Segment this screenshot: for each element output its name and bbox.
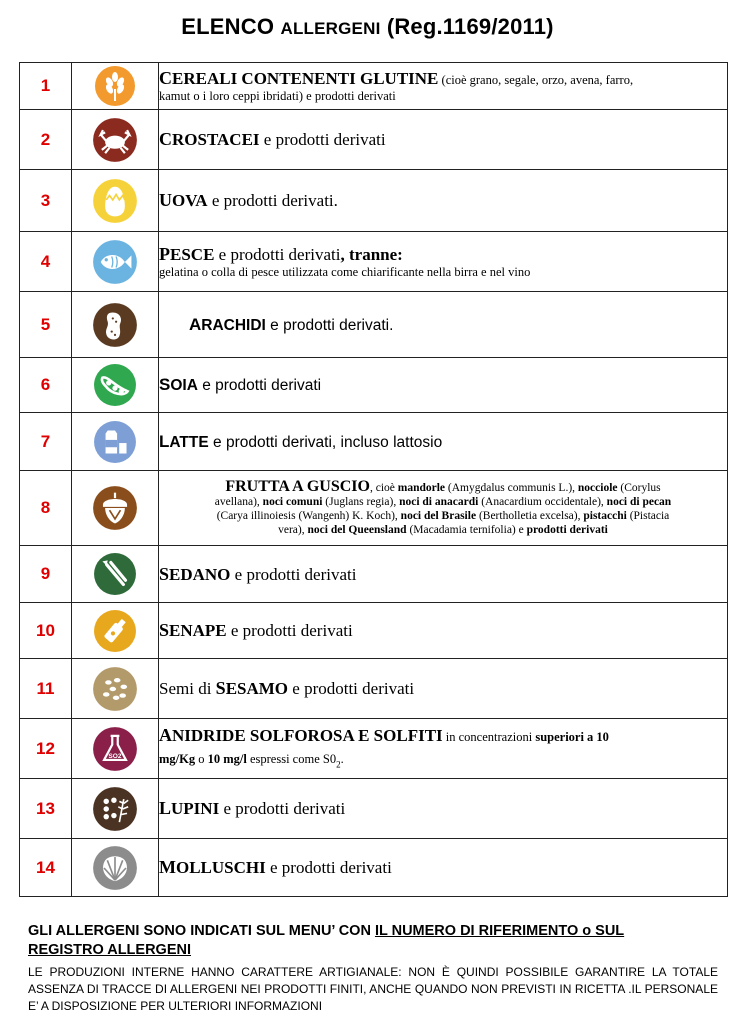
allergen-description: SENAPE e prodotti derivati	[159, 603, 728, 659]
allergen-description: Semi di SESAMO e prodotti derivati	[159, 659, 728, 719]
allergen-number: 1	[20, 63, 72, 110]
allergen-number: 5	[20, 292, 72, 358]
allergen-description: SEDANO e prodotti derivati	[159, 546, 728, 603]
table-row	[20, 471, 728, 546]
footer-heading: GLI ALLERGENI SONO INDICATI SUL MENU’ CON IL NUMERO DI RIFERIMENTO o SUL REGISTRO ALLERGENI	[28, 923, 625, 958]
allergen-number: 13	[20, 779, 72, 839]
allergen-number: 10	[20, 603, 72, 659]
allergen-number: 6	[20, 358, 72, 413]
allergen-number: 8	[20, 471, 72, 546]
allergen-number: 3	[20, 170, 72, 232]
soy-icon	[72, 358, 159, 413]
allergen-description: SOIA e prodotti derivati	[159, 358, 728, 413]
nut-icon	[72, 471, 159, 546]
egg-icon	[72, 170, 159, 232]
table-row	[20, 546, 728, 603]
table-row	[20, 170, 728, 232]
allergen-number: 2	[20, 110, 72, 170]
wheat-icon	[72, 63, 159, 110]
milk-icon	[72, 413, 159, 471]
allergen-description: ANIDRIDE SOLFOROSA E SOLFITI in concentrazioni superiori a 10 mg/Kg o 10 mg/l espressi come $S0_2$.	[159, 719, 728, 779]
allergen-number: 11	[20, 659, 72, 719]
sesame-icon	[72, 659, 159, 719]
allergen-description: CEREALI CONTENENTI GLUTINE (cioè grano, segale, orzo, avena, farro, kamut o i loro ceppi ibridati) e prodotti derivati	[159, 63, 728, 110]
allergen-description: PESCE e prodotti derivati, tranne: gelatina o colla di pesce utilizzata come chiarificante nella birra e nel vino	[159, 232, 728, 292]
allergen-description: LUPINI e prodotti derivati	[159, 779, 728, 839]
table-row	[20, 110, 728, 170]
table-row	[20, 719, 728, 779]
sulphite-icon	[72, 719, 159, 779]
allergen-number: 14	[20, 839, 72, 897]
peanut-icon	[72, 292, 159, 358]
allergen-description: CROSTACEI e prodotti derivati	[159, 110, 728, 170]
table-row	[20, 413, 728, 471]
table-row	[20, 358, 728, 413]
table-row	[20, 603, 728, 659]
table-row	[20, 659, 728, 719]
table-row	[20, 232, 728, 292]
allergen-table	[19, 62, 728, 897]
allergen-number: 9	[20, 546, 72, 603]
footer-disclaimer: LE PRODUZIONI INTERNE HANNO CARATTERE ARTIGIANALE: NON È QUINDI POSSIBILE GARANTIRE LA TOTALE ASSENZA DI TRACCE DI ALLERGENI NEI PRODOTTI FINITI, ANCHE QUANDO NON PREVISTI IN RICETTA .IL PERSONALE E’ A DISPOSIZIONE PER ULTERIORI INFORMAZIONI	[28, 965, 718, 1013]
table-row	[20, 839, 728, 897]
allergen-description: LATTE e prodotti derivati, incluso lattosio	[159, 413, 728, 471]
allergen-description: MOLLUSCHI e prodotti derivati	[159, 839, 728, 897]
celery-icon	[72, 546, 159, 603]
crab-icon	[72, 110, 159, 170]
table-row	[20, 63, 728, 110]
svg-text:SO2: SO2	[108, 752, 122, 760]
allergen-description: ARACHIDI e prodotti derivati.	[159, 292, 728, 358]
allergen-description: FRUTTA A GUSCIO, cioè mandorle (Amygdalus communis L.), nocciole (Corylus avellana), noci comuni (Juglans regia), noci di anacardi (Anacardium occidentale), noci di pecan (Carya illinoiesis (Wangenh) K. Koch), noci del Brasile (Bertholletia excelsa), pistacchi (Pistacia vera), noci del Queensland (Macadamia ternifolia) e prodotti derivati	[159, 471, 728, 546]
table-row	[20, 779, 728, 839]
fish-icon	[72, 232, 159, 292]
shell-icon	[72, 839, 159, 897]
allergen-number: 12	[20, 719, 72, 779]
lupin-icon	[72, 779, 159, 839]
mustard-icon	[72, 603, 159, 659]
page-title: ELENCO ALLERGENI (Reg.1169/2011)	[181, 14, 554, 39]
allergen-description: UOVA e prodotti derivati.	[159, 170, 728, 232]
allergen-number: 7	[20, 413, 72, 471]
table-row	[20, 292, 728, 358]
allergen-number: 4	[20, 232, 72, 292]
